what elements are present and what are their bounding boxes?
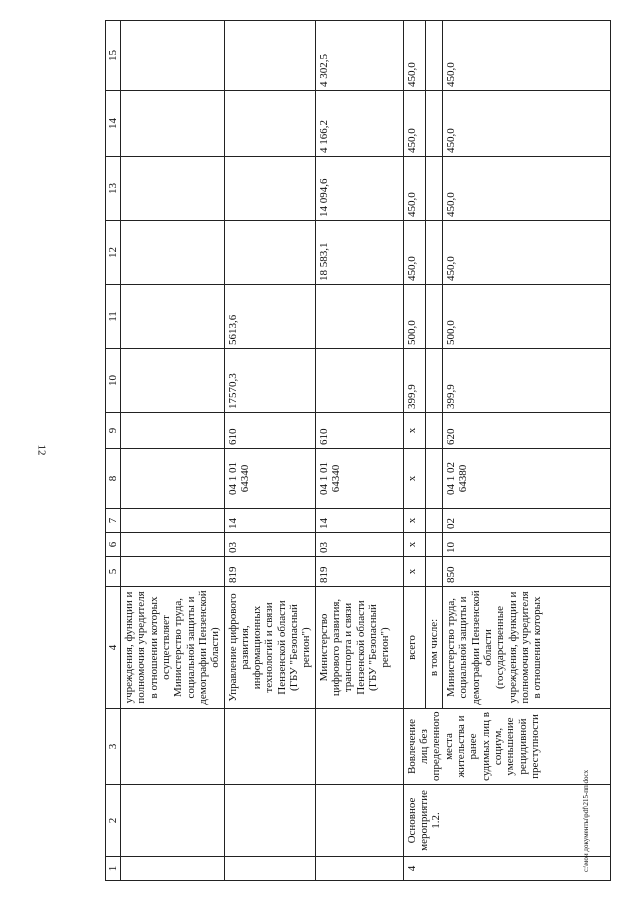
header-cell: 8: [106, 449, 121, 509]
cell-value: 03: [315, 533, 403, 557]
cell-executor: Министерство труда, социальной защиты и демографии Пензенской области (государственные учреждения, функции и полномочия учредителя в отношении которых: [443, 587, 611, 709]
cell-executor: учреждения, функции и полномочия учредителя в отношении которых осуществляет Министерство труда, социальной защиты и демографии Пензенской области): [121, 587, 225, 709]
cell-value: 04 1 01 64340: [224, 449, 315, 509]
budget-table: [105, 20, 611, 881]
cell-value: 819: [315, 557, 403, 587]
cell-value: 04 1 01 64340: [315, 449, 403, 509]
cell-event: Основное мероприятие 1.2.: [403, 785, 610, 857]
header-cell: 13: [106, 157, 121, 221]
cell-value: 450,0: [443, 91, 611, 157]
cell-value: 14: [315, 509, 403, 533]
cell-value: 610: [224, 413, 315, 449]
cell-value: x: [403, 557, 425, 587]
cell-value: 4 302,5: [315, 21, 403, 91]
table-row: [121, 21, 225, 881]
cell-executor: в том числе:: [425, 587, 442, 709]
header-cell: 10: [106, 349, 121, 413]
header-cell: 7: [106, 509, 121, 533]
table-row: [315, 21, 403, 881]
rotated-table-wrapper: [105, 21, 583, 881]
header-cell: 14: [106, 91, 121, 157]
cell-value: x: [403, 509, 425, 533]
cell-value: 399,9: [443, 349, 611, 413]
cell-value: 450,0: [443, 221, 611, 285]
cell-value: x: [403, 533, 425, 557]
header-cell: 1: [106, 857, 121, 881]
header-row: [106, 21, 121, 881]
cell-value: 4 166,2: [315, 91, 403, 157]
cell-value: 04 1 02 64380: [443, 449, 611, 509]
cell-value: x: [403, 413, 425, 449]
cell-value: 450,0: [403, 21, 425, 91]
header-cell: 6: [106, 533, 121, 557]
cell-value: 500,0: [443, 285, 611, 349]
header-cell: 15: [106, 21, 121, 91]
header-cell: 3: [106, 709, 121, 785]
cell-value: 620: [443, 413, 611, 449]
cell-value: 14: [224, 509, 315, 533]
cell-number: 4: [403, 857, 610, 881]
cell-value: 17570,3: [224, 349, 315, 413]
cell-value: 02: [443, 509, 611, 533]
header-cell: 2: [106, 785, 121, 857]
cell-value: 450,0: [403, 157, 425, 221]
cell-value: 850: [443, 557, 611, 587]
header-cell: 4: [106, 587, 121, 709]
cell-value: 610: [315, 413, 403, 449]
header-cell: 11: [106, 285, 121, 349]
table-row: [224, 21, 315, 881]
cell-value: x: [403, 449, 425, 509]
cell-value: 450,0: [403, 91, 425, 157]
cell-executor: всего: [403, 587, 425, 709]
footer-file-path: c:\мои документы\pdf\215-пп.docx: [582, 769, 590, 872]
cell-description: Вовлечение лиц без определенного места жительства и ранее судимых лиц в социум, уменьшение рецидивной преступности: [403, 709, 610, 785]
cell-value: 819: [224, 557, 315, 587]
cell-value: 10: [443, 533, 611, 557]
cell-value: 450,0: [403, 221, 425, 285]
table-row: [403, 21, 425, 881]
header-cell: 5: [106, 557, 121, 587]
cell-value: 03: [224, 533, 315, 557]
cell-value: 18 583,1: [315, 221, 403, 285]
cell-value: 450,0: [443, 157, 611, 221]
cell-executor: Управление цифрового развития, информационных технологий и связи Пензенской области (ГБУ "Безопасный регион"): [224, 587, 315, 709]
cell-value: 5613,6: [224, 285, 315, 349]
cell-value: 14 094,6: [315, 157, 403, 221]
cell-value: 399,9: [403, 349, 425, 413]
page-number: 12: [35, 444, 48, 456]
header-cell: 9: [106, 413, 121, 449]
cell-value: 450,0: [443, 21, 611, 91]
cell-executor: Министерство цифрового развития, транспорта и связи Пензенской области (ГБУ "Безопасный регион"): [315, 587, 403, 709]
header-cell: 12: [106, 221, 121, 285]
cell-value: 500,0: [403, 285, 425, 349]
